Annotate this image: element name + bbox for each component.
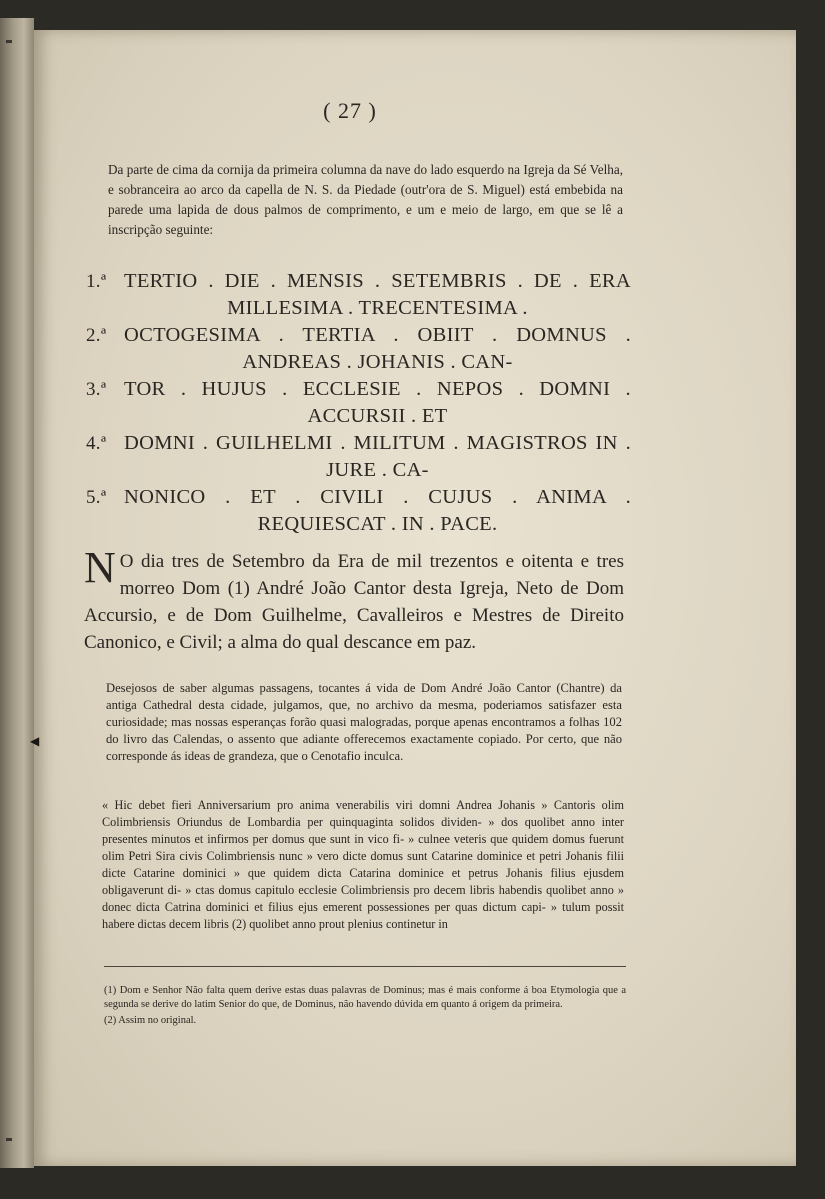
line-number: 3.ª (86, 379, 107, 400)
inscription-line (86, 322, 631, 376)
translation-text: O dia tres de Setembro da Era de mil trezentos e oitenta e tres morreo Dom (1) André João Cantor desta Igreja, Neto de Dom Accursio, e de Dom Guilhelme, Cavalleiros e Mestres de Direito Canonico, e Civil; a alma do qual descance em paz. (84, 551, 624, 653)
left-page-edge (0, 18, 34, 1168)
inscription-line (86, 430, 631, 484)
commentary-paragraph: Desejosos de saber algumas passagens, tocantes á vida de Dom André João Cantor (Chantre) da antiga Cathedral desta cidade, julgamos, que, no archivo da mesma, poderiamos satisfazer esta curiosidade; mas nossas esperanças forão quasi malogradas, porque apenas encontramos a folhas 102 do livro das Calendas, o assento que adiante offerecemos exactamente copiado. Por certo, que não corresponde ás ideas de grandeza, que o Cenotafio inculca. (106, 681, 622, 763)
inscription-block (86, 268, 631, 538)
line-text: NONICO . ET . CIVILI . CUJUS . ANIMA . REQUIESCAT . IN . PACE. (124, 486, 631, 535)
margin-arrow-icon: ◀ (30, 734, 40, 748)
footnote-1: (1) Dom e Senhor Não falta quem derive estas duas palavras de Dominus; mas é mais conforme á boa Etymologia que a segunda se derive do latim Senior do que, de Dominus, não havendo dúvida em quanto á origem da primeira. (104, 985, 626, 1010)
line-text: TOR . HUJUS . ECCLESIE . NEPOS . DOMNI . ACCURSII . ET (124, 378, 631, 427)
footnotes (104, 984, 626, 1028)
inscription-line (86, 268, 631, 322)
line-number: 2.ª (86, 325, 107, 346)
line-text: TERTIO . DIE . MENSIS . SETEMBRIS . DE . ERA MILLESIMA . TRECENTESIMA . (124, 270, 631, 319)
intro-paragraph: Da parte de cima da cornija da primeira columna da nave do lado esquerdo na Igreja da Sé Velha, e sobranceira ao arco da capella de N. S. da Piedade (outr'ora de S. Miguel) está embebida na parede uma lapida de dous palmos de comprimento, e um e meio de largo, em que se lê a inscripção seguinte: (108, 162, 623, 237)
footnote-2: (2) Assim no original. (104, 1015, 197, 1026)
drop-cap: N (84, 543, 116, 592)
latin-quotation: « Hic debet fieri Anniversarium pro anima venerabilis viri domni Andrea Johanis » Cantoris olim Colimbriensis Oriundus de Lombardia per quinquaginta solidos dividen- » dos quolibet anno inter presentes minutos et infirmos per domus que sunt in vico fi- » culnee veteris que quidem domus fuerunt olim Petri Sira civis Colimbriensis nunc » vero dicte domus sunt Catarine dominice et petri Johanis filii dicte Catarine dominici » que quidem dicta Catarina dominice et petrus Johanis filius ejusdem obligaverunt di- » ctas domus capitulo ecclesie Colimbriensis pro decem libris habendis quolibet anno » donec dicta Catrina dominici et filius ejus emerent possessiones per quas dictum capi- » tulum possit habere dictas decem libris (2) quolibet anno prout plenius continetur in (102, 798, 624, 931)
line-text: DOMNI . GUILHELMI . MILITUM . MAGISTROS IN . JURE . CA- (124, 432, 631, 481)
line-number: 4.ª (86, 433, 107, 454)
page-number: ( 27 ) (323, 98, 377, 123)
footnote-divider (104, 966, 626, 967)
inscription-line (86, 484, 631, 538)
line-number: 1.ª (86, 271, 107, 292)
line-number: 5.ª (86, 487, 107, 508)
translation-paragraph (84, 543, 624, 656)
inscription-line (86, 376, 631, 430)
line-text: OCTOGESIMA . TERTIA . OBIIT . DOMNUS . ANDREAS . JOHANIS . CAN- (124, 324, 631, 373)
